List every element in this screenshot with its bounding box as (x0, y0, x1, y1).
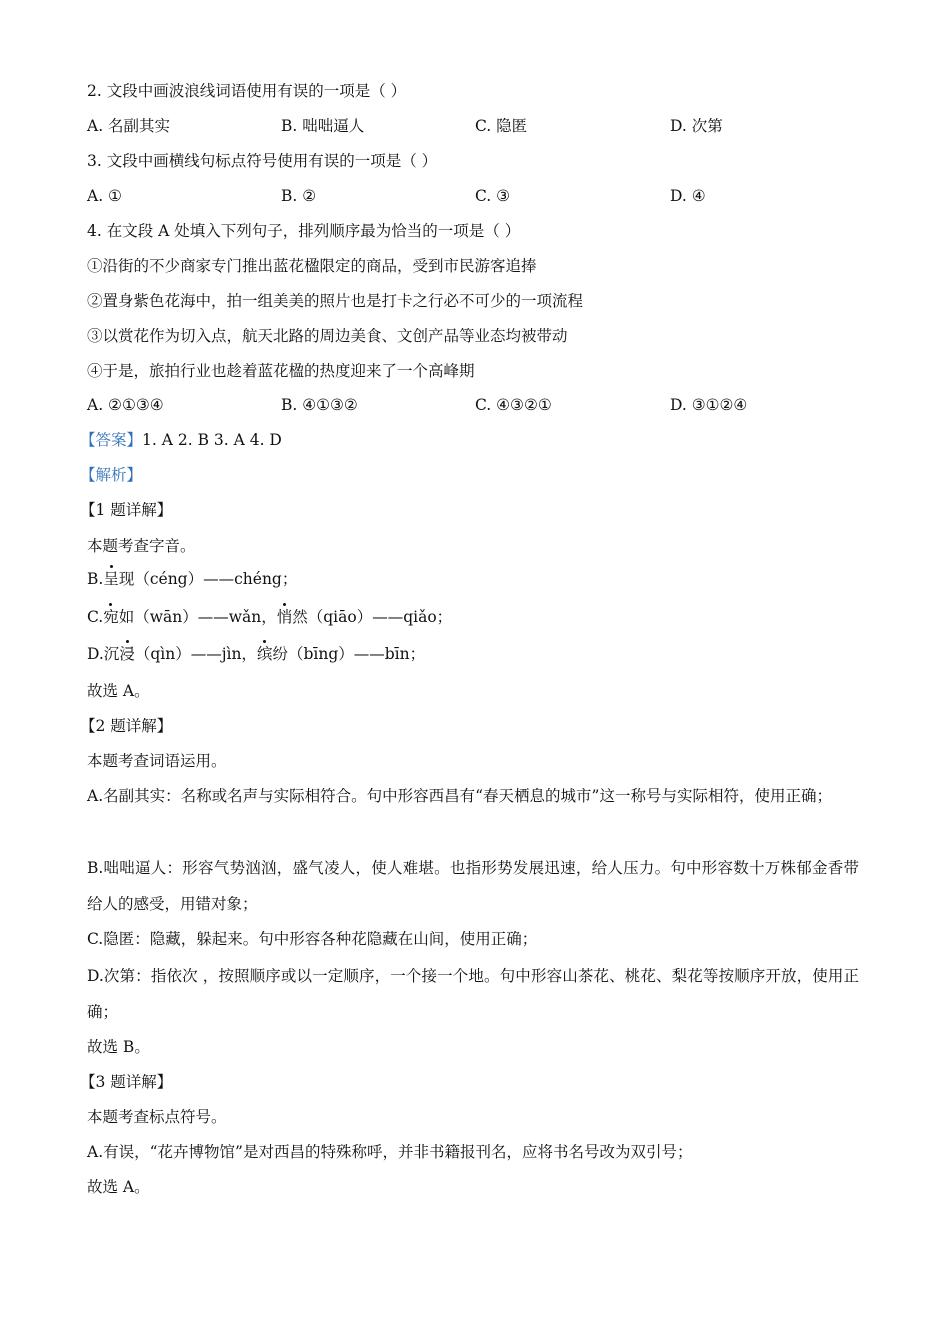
detail2-title: 【2 题详解】 (80, 717, 173, 735)
q2-option-a: A. 名副其实 (87, 117, 171, 135)
answer-line (80, 429, 282, 451)
detail1-c-rest: 然（qiāo）——qiǎo； (292, 608, 453, 626)
q4-option-a: A. ②①③④ (87, 396, 164, 414)
q3-option-d: D. ④ (670, 187, 706, 205)
q4-sentence-1: ①沿街的不少商家专门推出蓝花楹限定的商品，受到市民游客追捧 (87, 257, 537, 275)
detail1-option-d (87, 643, 425, 665)
detail2-option-c: C.隐匿：隐藏，躲起来。句中形容各种花隐藏在山间，使用正确； (87, 930, 538, 948)
detail1-c-dotted-char-1: 宛 (103, 608, 119, 626)
q4-option-d: D. ③①②④ (670, 396, 748, 414)
detail1-option-c (87, 606, 452, 628)
q2-option-d: D. 次第 (670, 117, 723, 135)
detail1-conclusion: 故选 A。 (87, 682, 150, 700)
detail3-title: 【3 题详解】 (80, 1073, 173, 1091)
detail1-d-rest: 纷（bīng）——bīn； (272, 645, 426, 663)
detail2-option-d: D.次第：指依次 ，按照顺序或以一定顺序，一个接一个地。句中形容山茶花、桃花、梨花等按顺序开放，使用正确； (87, 967, 859, 1021)
q2-option-c: C. 隐匿 (475, 117, 528, 135)
detail1-title: 【1 题详解】 (80, 501, 173, 519)
detail2-option-a: A.名副其实：名称或名声与实际相符合。句中形容西昌有“春天栖息的城市”这一称号与实际相符，使用正确； (87, 787, 832, 805)
detail1-b-prefix: B. (87, 570, 104, 588)
q4-sentence-2: ②置身紫色花海中，拍一组美美的照片也是打卡之行必不可少的一项流程 (87, 292, 584, 310)
analysis-label: 【解析】 (80, 466, 143, 484)
detail1-intro: 本题考查字音。 (87, 537, 196, 555)
detail1-d-dotted-char-2: 缤 (256, 645, 273, 663)
answer-text: 1. A 2. B 3. A 4. D (142, 431, 282, 449)
q4-option-c: C. ④③②① (475, 396, 552, 414)
detail1-b-dotted-char: 呈 (103, 570, 119, 588)
detail2-option-b: B.咄咄逼人：形容气势汹汹，盛气凌人，使人难堪。也指形势发展迅速，给人压力。句中形容数十万株郁金香带给人的感受，用错对象； (87, 859, 859, 913)
detail1-option-b (87, 568, 297, 590)
detail1-b-rest: 现（céng）——chéng； (118, 570, 298, 588)
q2-option-b: B. 咄咄逼人 (281, 117, 365, 135)
q4-sentence-3: ③以赏花作为切入点，航天北路的周边美食、文创产品等业态均被带动 (87, 327, 568, 345)
detail1-c-prefix: C. (87, 608, 104, 626)
q4-options (87, 394, 867, 416)
detail1-c-mid: 如（wān）——wǎn， (118, 608, 277, 626)
detail3-conclusion: 故选 A。 (87, 1178, 150, 1196)
detail2-conclusion: 故选 B。 (87, 1038, 150, 1056)
detail1-d-mid: （qìn）——jìn， (134, 645, 257, 663)
q3-option-c: C. ③ (475, 187, 511, 205)
detail1-d-prefix: D.沉 (87, 645, 120, 663)
q2-stem: 2. 文段中画波浪线词语使用有误的一项是（ ） (87, 82, 407, 100)
detail3-option-a: A.有误，“花卉博物馆”是对西昌的特殊称呼，并非书籍报刊名，应将书名号改为双引号； (87, 1143, 693, 1161)
q3-stem: 3. 文段中画横线句标点符号使用有误的一项是（ ） (87, 152, 438, 170)
detail2-intro: 本题考查词语运用。 (87, 752, 227, 770)
answer-label: 【答案】 (80, 431, 143, 449)
q2-options (87, 115, 867, 137)
q3-option-b: B. ② (281, 187, 317, 205)
q3-options (87, 185, 867, 207)
q3-option-a: A. ① (87, 187, 122, 205)
detail1-c-dotted-char-2: 悄 (276, 608, 293, 626)
detail1-d-dotted-char-1: 浸 (119, 645, 135, 663)
q4-stem: 4. 在文段 A 处填入下列句子，排列顺序最为恰当的一项是（ ） (87, 222, 521, 240)
q4-sentence-4: ④于是，旅拍行业也趁着蓝花楹的热度迎来了一个高峰期 (87, 362, 475, 380)
detail3-intro: 本题考查标点符号。 (87, 1108, 227, 1126)
q4-option-b: B. ④①③② (281, 396, 358, 414)
